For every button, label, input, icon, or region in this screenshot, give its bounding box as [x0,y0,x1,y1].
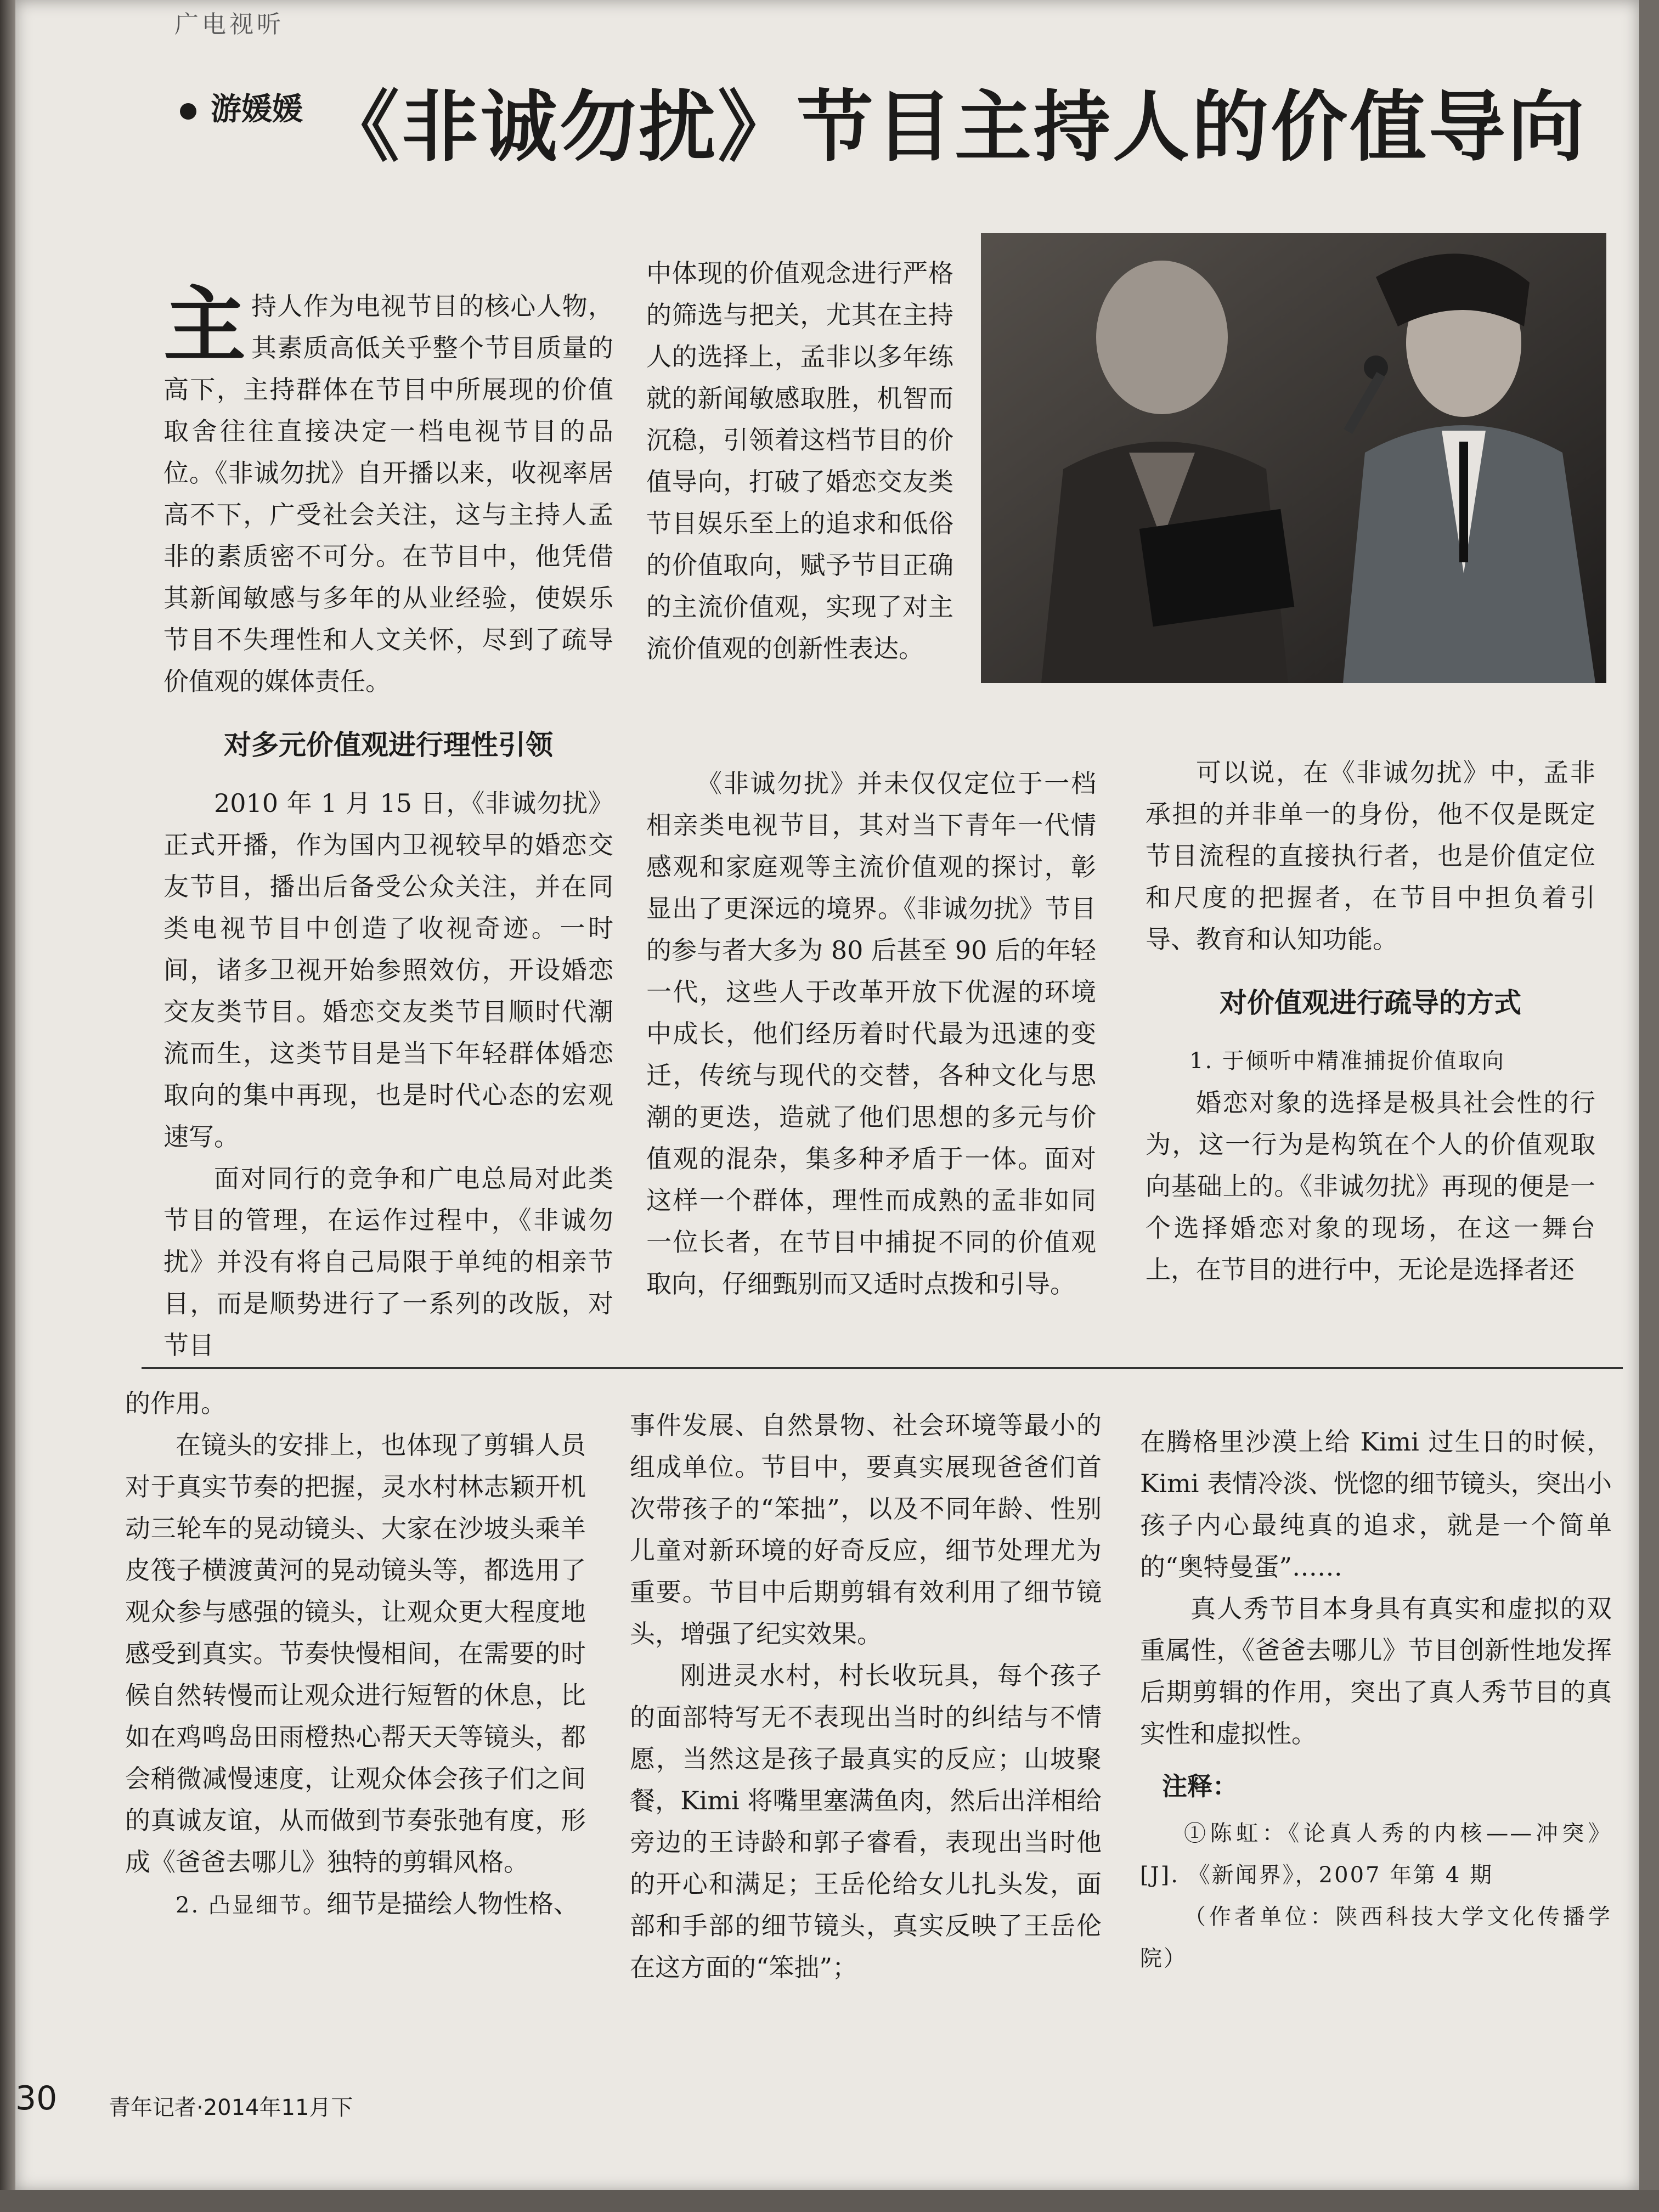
paragraph-text: 细节是描绘人物性格、 [326,1889,579,1918]
author-line [180,85,303,129]
top-column-2-upper [646,252,953,669]
table-surface [0,2190,1659,2212]
hosts-photo [981,233,1606,683]
paragraph: 的作用。 [125,1389,226,1418]
bottom-column-1 [125,1383,586,1926]
intro-paragraph [163,278,613,702]
page-number: 30 [15,2079,58,2118]
subheading: 2. 凸显细节。 [176,1893,326,1918]
paragraph: 真人秀节目本身具有真实和虚拟的双重属性，《爸爸去哪儿》节目创新性地发挥后期剪辑的作用，突出了真人秀节目的真实性和虚拟性。 [1140,1594,1612,1748]
paragraph: 婚恋对象的选择是极具社会性的行为，这一行为是构筑在个人的价值观取向基础上的。《非诚勿扰》再现的便是一个选择婚恋对象的现场，在这一舞台上，在节目的进行中，无论是选择者还 [1146,1088,1595,1284]
top-column-3 [1146,752,1595,1290]
subheading: 1. 于倾听中精准捕捉价值取向 [1189,1048,1505,1074]
paragraph: 在腾格里沙漠上给 Kimi 过生日的时候，Kimi 表情冷淡、恍惚的细节镜头，突出小孩子内心最纯真的追求，就是一个简单的“奥特曼蛋”…… [1140,1427,1612,1582]
section-heading-1: 对多元价值观进行理性引领 [224,729,553,761]
journal-footer: 青年记者·2014年11月下 [109,2095,353,2120]
author-name: 游媛媛 [211,92,303,127]
paragraph: 刚进灵水村，村长收玩具，每个孩子的面部特写无不表现出当时的纠结与不情愿，当然这是孩子最真实的反应；山坡聚餐，Kimi 将嘴里塞满鱼肉，然后出洋相给旁边的王诗龄和郭子睿看，表现出当时他的开心和满足；王岳伦给女儿扎头发，面部和手部的细节镜头，真实反映了王岳伦在这方面的“笨拙”； [630,1661,1102,1982]
section-label: 广电视听 [174,10,284,38]
paragraph: 面对同行的竞争和广电总局对此类节目的管理，在运作过程中，《非诚勿扰》并没有将自己局限于单纯的相亲节目，而是顺势进行了一系列的改版，对节目 [163,1164,613,1360]
bottom-column-3 [1140,1421,1612,1979]
paragraph: 中体现的价值观念进行严格的筛选与把关，尤其在主持人的选择上，孟非以多年练就的新闻敏感取胜，机智而沉稳，引领着这档节目的价值导向，打破了婚恋交友类节目娱乐至上的追求和低俗的价值取向，赋予节目正确的主流价值观，实现了对主流价值观的创新性表达。 [646,258,953,663]
paragraph: 《非诚勿扰》并未仅仅定位于一档相亲类电视节目，其对当下青年一代情感观和家庭观等主流价值观的探讨，彰显出了更深远的境界。《非诚勿扰》节目的参与者大多为 80 后甚至 90 后的年轻一代，这些人于改革开放下优渥的环境中成长，他们经历着时代最为迅速的变迁，传统与现代的交替，各种文化与思潮的更迭，造就了他们思想的多元与价值观的混杂，集多种矛盾于一体。面对这样一个群体，理性而成熟的孟非如同一位长者，在节目中捕捉不同的价值观取向，仔细甄别而又适时点拨和引导。 [646,769,1096,1299]
paragraph: 事件发展、自然景物、社会环境等最小的组成单位。节目中，要真实展现爸爸们首次带孩子的“笨拙”，以及不同年龄、性别儿童对新环境的好奇反应，细节处理尤为重要。节目中后期剪辑有效利用了细节镜头，增强了纪实效果。 [630,1410,1102,1649]
author-affiliation: （作者单位：陕西科技大学文化传播学院） [1140,1904,1612,1971]
footnote: ①陈虹：《论真人秀的内核——冲突》[J]. 《新闻界》，2007 年第 4 期 [1140,1821,1612,1888]
paragraph: 2010 年 1 月 15 日，《非诚勿扰》正式开播，作为国内卫视较早的婚恋交友节目，播出后备受公众关注，并在同类电视节目中创造了收视奇迹。一时间，诸多卫视开始参照效仿，开设婚恋交友类节目。婚恋交友类节目顺时代潮流而生，这类节目是当下年轻群体婚恋取向的集中再现，也是时代心态的宏观速写。 [163,788,613,1152]
notes-title: 注释： [1162,1771,1238,1801]
paragraph [125,1883,586,1926]
section-divider [142,1367,1623,1369]
page-gutter [0,0,15,2212]
bullet-icon [180,103,196,120]
magazine-page [15,0,1639,2192]
top-column-2-lower [646,763,1096,1305]
bottom-column-2 [630,1404,1102,1988]
dropcap: 主 [163,278,246,374]
paragraph: 在镜头的安排上，也体现了剪辑人员对于真实节奏的把握，灵水村林志颖开机动三轮车的晃动镜头、大家在沙坡头乘羊皮筏子横渡黄河的晃动镜头等，都选用了观众参与感强的镜头，让观众更大程度地感受到真实。节奏快慢相间，在需要的时候自然转慢而让观众进行短暂的休息，比如在鸡鸣岛田雨橙热心帮天天等镜头，都会稍微减慢速度，让观众体会孩子们之间的真诚友谊，从而做到节奏张弛有度，形成《爸爸去哪儿》独特的剪辑风格。 [125,1430,586,1877]
paragraph: 可以说，在《非诚勿扰》中，孟非承担的并非单一的身份，他不仅是既定节目流程的直接执行者，也是价值定位和尺度的把握者，在节目中担负着引导、教育和认知功能。 [1146,758,1595,954]
article-title: 《非诚勿扰》节目主持人的价值导向 [323,83,1587,172]
section-heading-2: 对价值观进行疏导的方式 [1220,987,1521,1019]
intro-text: 持人作为电视节目的核心人物，其素质高低关乎整个节目质量的高下，主持群体在节目中所展现的价值取舍往往直接决定一档电视节目的品位。《非诚勿扰》自开播以来，收视率居高不下，广受社会关注，这与主持人孟非的素质密不可分。在节目中，他凭借其新闻敏感与多年的从业经验，使娱乐节目不失理性和人文关怀，尽到了疏导价值观的媒体责任。 [163,291,613,696]
top-column-1 [163,278,613,1366]
hosts-photo-image [981,233,1606,683]
